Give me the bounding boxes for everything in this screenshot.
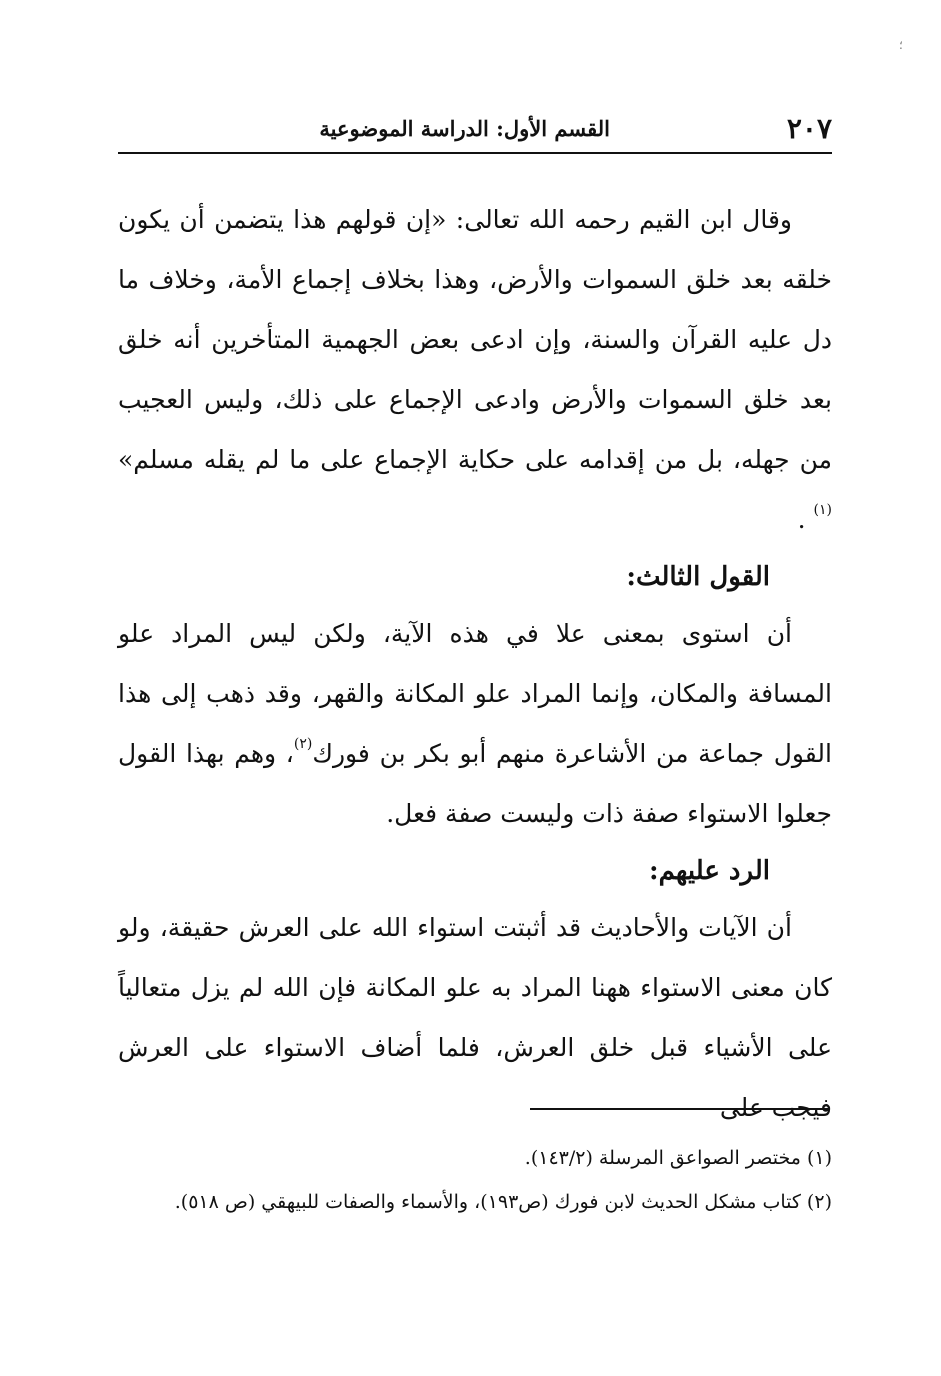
footnote-separator (530, 1108, 830, 1110)
main-text (118, 190, 832, 1138)
footnote-ref-1: (١) (813, 502, 832, 518)
section-heading-rebuttal: الرد عليهم: (649, 856, 770, 886)
footnote-1: (١) مختصر الصواعق المرسلة (١٤٣/٢). (524, 1147, 832, 1169)
section-heading-third-opinion: القول الثالث: (626, 562, 770, 592)
running-title: القسم الأول: الدراسة الموضوعية (319, 116, 610, 141)
paragraph-text: وقال ابن القيم رحمه الله تعالى: «إن قولهم هذا يتضمن أن يكون خلقه بعد خلق السموات والأرض، وهذا بخلاف إجماع الأمة، وخلاف ما دل عليه القرآن والسنة، وإن ادعى بعض الجهمية المتأخرين أنه خلق بعد خلق السموات والأرض وادعى الإجماع على ذلك، وليس العجيب من جهله، بل من إقدامه على حكاية الإجماع على ما لم يقله مسلم» (118, 205, 832, 474)
header-rule (118, 152, 832, 154)
margin-mark: ؛ (899, 38, 903, 52)
paragraph-rebuttal: أن الآيات والأحاديث قد أثبتت استواء الله على العرش حقيقة، ولو كان معنى الاستواء ههنا المراد به علو المكانة فإن الله لم يزل متعالياً على الأشياء قبل خلق العرش، فلما أضاف الاستواء على العرش فيجب على (118, 913, 832, 1122)
paragraph-text-cont: ، وهم بهذا القول جعلوا الاستواء صفة ذات وليست صفة فعل. (118, 739, 832, 828)
period: . (797, 505, 806, 534)
paragraph-ibn-alqayyim (118, 190, 832, 550)
page-number: ٢٠٧ (786, 112, 832, 145)
footnotes (118, 1136, 832, 1224)
paragraph-text: أن استوى بمعنى علا في هذه الآية، ولكن ليس المراد علو المسافة والمكان، وإنما المراد علو المكانة والقهر، وقد ذهب إلى هذا القول جماعة من الأشاعرة منهم أبو بكر بن فورك (118, 619, 832, 768)
footnote-2: (٢) كتاب مشكل الحديث لابن فورك (ص١٩٣)، والأسماء والصفات للبيهقي (ص ٥١٨). (174, 1191, 832, 1213)
footnote-ref-2: (٢) (293, 736, 313, 752)
paragraph-third-opinion (118, 604, 832, 844)
page-header (118, 110, 832, 150)
